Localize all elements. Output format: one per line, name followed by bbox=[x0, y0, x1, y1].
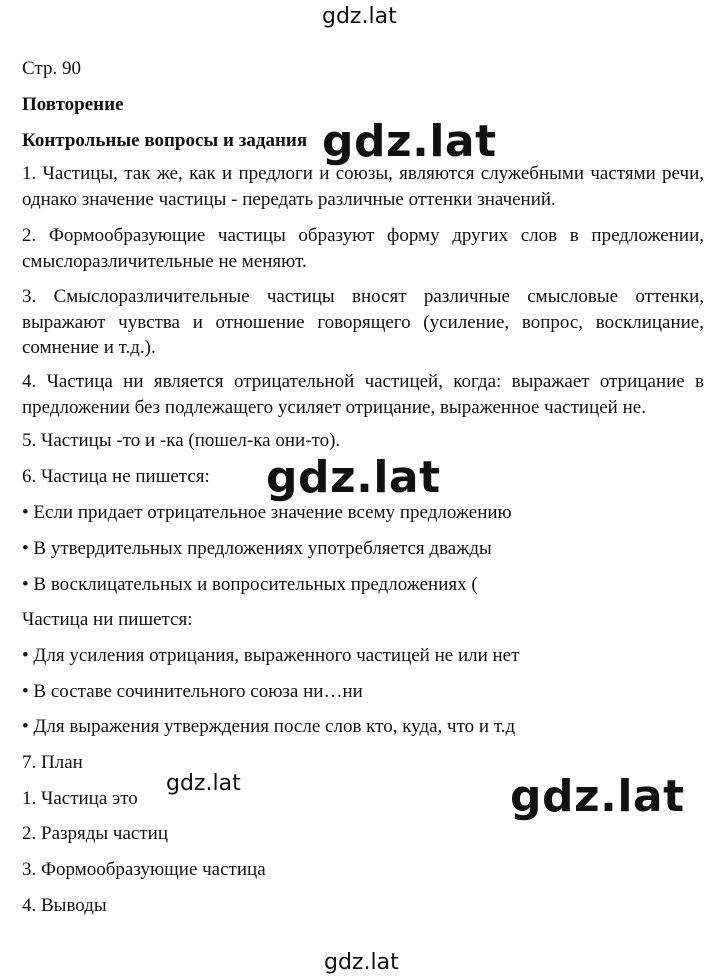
plan-heading: 7. План bbox=[22, 752, 83, 773]
watermark-1: gdz.lat bbox=[322, 116, 497, 167]
page-number: Стр. 90 bbox=[22, 58, 81, 79]
list-item: • В утвердительных предложениях употребляется дважды bbox=[22, 538, 492, 559]
list-item: • В восклицательных и вопросительных предложениях ( bbox=[22, 574, 478, 595]
answer-3: 3. Смыслоразличительные частицы вносят различные смысловые оттенки, выражают чувства и отношение говорящего (усиление, вопрос, восклицание, сомнение и т.д.). bbox=[22, 286, 704, 359]
watermark-3: gdz.lat bbox=[166, 771, 241, 796]
plan-item: 4. Выводы bbox=[22, 895, 107, 916]
watermark-bottom: gdz.lat bbox=[324, 950, 399, 975]
list-item: • Если придает отрицательное значение всему предложению bbox=[22, 502, 512, 523]
list-item: • Для выражения утверждения после слов кто, куда, что и т.д bbox=[22, 716, 516, 737]
rule-heading: Частица ни пишется: bbox=[22, 609, 193, 630]
plan-item: 1. Частица это bbox=[22, 788, 138, 809]
answer-4: 4. Частица ни является отрицательной частицей, когда: выражает отрицание в предложении без подлежащего усиляет отрицание, выраженное частицей не. bbox=[22, 371, 704, 418]
watermark-4: gdz.lat bbox=[510, 771, 685, 822]
answer-1: 1. Частицы, так же, как и предлоги и союзы, являются служебными частями речи, однако значение частицы - передать различные оттенки значений. bbox=[22, 163, 704, 210]
plan-item: 3. Формообразующие частица bbox=[22, 859, 266, 880]
subsection-title: Контрольные вопросы и задания bbox=[22, 130, 308, 151]
watermark-top: gdz.lat bbox=[322, 4, 397, 29]
section-title: Повторение bbox=[22, 94, 124, 115]
answer-2: 2. Формообразующие частицы образуют форму других слов в предложении, смыслоразличительные не меняют. bbox=[22, 225, 704, 272]
answer-5: 5. Частицы -то и -ка (пошел-ка они-то). bbox=[22, 430, 341, 451]
list-item: • В составе сочинительного союза ни…ни bbox=[22, 681, 363, 702]
list-item: • Для усиления отрицания, выраженного частицей не или нет bbox=[22, 645, 520, 666]
plan-item: 2. Разряды частиц bbox=[22, 823, 168, 844]
answer-6: 6. Частица не пишется: bbox=[22, 466, 210, 487]
watermark-2: gdz.lat bbox=[266, 452, 441, 503]
